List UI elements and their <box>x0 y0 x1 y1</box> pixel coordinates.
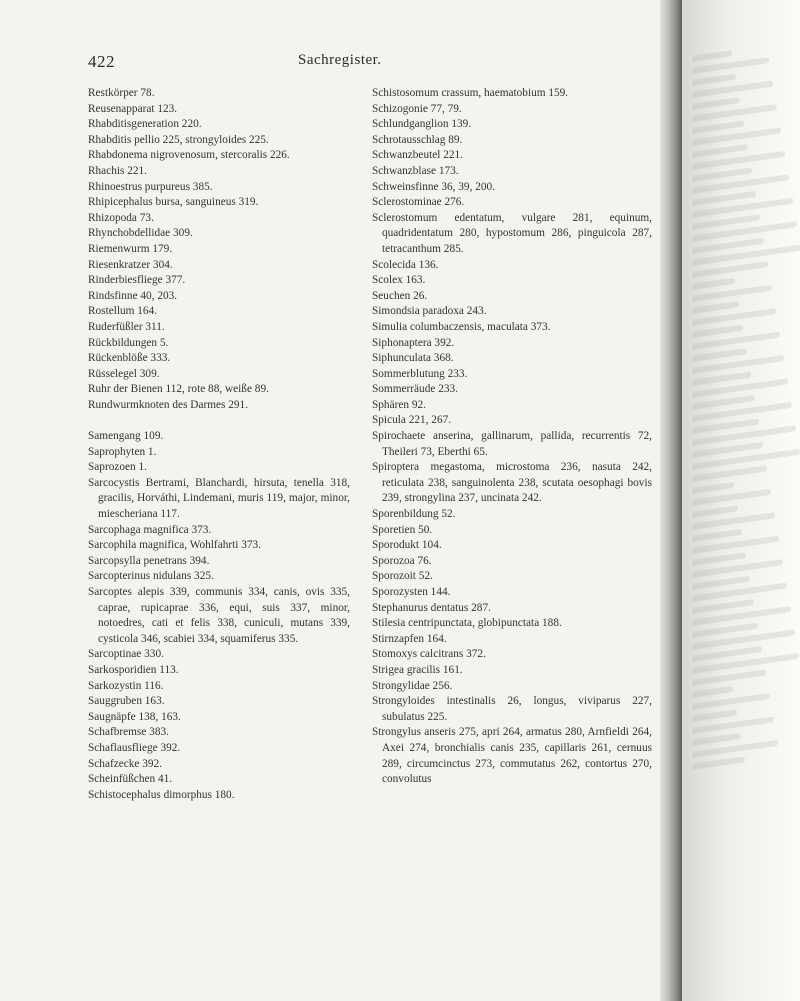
index-entry: Sarkozystin 116. <box>88 679 164 692</box>
bleed-line <box>692 733 741 746</box>
index-entry: Spirochaete anserina, gallinarum, pallida, recurrentis 72, Theileri 73, Eberthi 65. <box>372 430 652 458</box>
index-entry: Sporozoit 52. <box>372 570 433 583</box>
index-entry: Samengang 109. <box>88 430 164 443</box>
index-entry: Strongylidae 256. <box>372 679 453 692</box>
bleed-line <box>692 482 734 494</box>
index-entry: Rostellum 164. <box>88 305 158 318</box>
index-entry: Seuchen 26. <box>372 289 428 302</box>
page-header <box>88 52 658 74</box>
bleed-line <box>692 529 742 542</box>
index-entry: Schrotausschlag 89. <box>372 133 463 146</box>
index-entry: Rhabditis pellio 225, strongyloides 225. <box>88 133 269 146</box>
index-entry: Schwanzblase 173. <box>372 164 459 177</box>
index-entry: Rhynchobdellidae 309. <box>88 227 193 240</box>
index-entry: Sarcopterinus nidulans 325. <box>88 570 214 583</box>
index-entry: Sporozysten 144. <box>372 586 451 598</box>
book-spine-shadow <box>660 0 682 1001</box>
index-entry: Sporenbildung 52. <box>372 508 456 521</box>
index-entry: Schaflausfliege 392. <box>88 741 181 754</box>
running-title: Sachregister. <box>298 52 382 68</box>
index-entry: Sclerostominae 276. <box>372 196 465 209</box>
page-number: 422 <box>88 52 115 71</box>
index-entry: Rhabditisgeneration 220. <box>88 118 202 131</box>
index-entry: Ruderfüßler 311. <box>88 320 165 333</box>
bleed-line <box>692 144 748 158</box>
index-entry: Riemenwurm 179. <box>88 242 173 255</box>
bleed-line <box>692 121 744 134</box>
bleed-line <box>692 710 737 722</box>
index-entry: Schistocephalus dimorphus 180. <box>88 788 235 801</box>
index-entry: Stilesia centripunctata, globipunctata 188. <box>372 617 562 630</box>
index-entry: Sporodukt 104. <box>372 539 442 552</box>
index-entry: Rhinoestrus purpureus 385. <box>88 180 213 193</box>
index-entry: Strongyloides intestinalis 26, longus, viviparus 227, subulatus 225. <box>372 695 652 723</box>
index-entry: Sclerostomum edentatum, vulgare 281, equinum, quadridentatum 280, hypostomum 286, pinguicola 287, tetracanthum 285. <box>372 211 652 255</box>
index-entry: Spiroptera megastoma, microstoma 236, nasuta 242, reticulata 238, sanguinolenta 238, scutata oesophagi bovis 239, strongylina 237, uncinata 242. <box>372 461 652 505</box>
index-entry: Simondsia paradoxa 243. <box>372 305 487 318</box>
index-entry: Siphunculata 368. <box>372 352 454 365</box>
bleed-line <box>692 97 740 110</box>
index-entry: Reusenapparat 123. <box>88 102 178 115</box>
index-column-left <box>88 86 350 803</box>
index-entry: Siphonaptera 392. <box>372 336 455 349</box>
index-entry: Sporetien 50. <box>372 523 433 536</box>
bleed-line <box>692 278 735 290</box>
index-entry: Sarcophaga magnifica 373. <box>88 523 212 536</box>
index-entry: Schafbremse 383. <box>88 726 169 739</box>
index-entry: Schwanzbeutel 221. <box>372 149 463 162</box>
index-entry: Sarcoptes alepis 339, communis 334, canis, ovis 335, caprae, rupicaprae 336, equi, suis 337, minor, notoedres, cati et felis 338, cuniculi, mutans 339, cysticola 346, scabiei 334, squamiferus 335. <box>88 586 350 645</box>
index-entry: Sommerräude 233. <box>372 383 458 396</box>
bleed-line <box>692 301 739 314</box>
index-entry: Saugnäpfe 138, 163. <box>88 710 181 723</box>
index-entry: Schlundganglion 139. <box>372 118 472 131</box>
bleed-line <box>692 505 738 517</box>
index-entry: Strigea gracilis 161. <box>372 663 463 676</box>
index-entry: Sarkosporidien 113. <box>88 663 179 676</box>
index-entry: Schweinsfinne 36, 39, 200. <box>372 180 495 193</box>
index-entry: Simulia columbaczensis, maculata 373. <box>372 320 551 333</box>
index-entry: Scolex 163. <box>372 274 426 287</box>
index-entry: Rhipicephalus bursa, sanguineus 319. <box>88 196 259 209</box>
index-entry: Restkörper 78. <box>88 87 155 99</box>
index-entry: Sauggruben 163. <box>88 695 165 708</box>
index-entry: Strongylus anseris 275, apri 264, armatus 280, Arnfieldi 264, Axei 274, bronchialis canis 235, capillaris 261, cernuus 289, circumcinctus 273, commutatus 262, contortus 270, convolutus <box>372 726 652 786</box>
index-entry: Rückbildungen 5. <box>88 336 169 349</box>
index-entry: Rhizopoda 73. <box>88 211 154 224</box>
index-entry: Rundwurmknoten des Darmes 291. <box>88 398 249 411</box>
bleed-line <box>692 756 745 769</box>
index-entry: Rindsfinne 40, 203. <box>88 289 178 302</box>
index-entry: Rinderbiesfliege 377. <box>88 274 186 287</box>
index-entry: Sarcocystis Bertrami, Blanchardi, hirsuta, tenella 318, gracilis, Horváthi, Lindemani, muris 119, major, minor, miescheriana 117. <box>88 476 350 521</box>
index-entry: Schistosomum crassum, haematobium 159. <box>372 87 569 99</box>
bleed-line <box>692 686 733 698</box>
index-entry: Stirnzapfen 164. <box>372 632 447 645</box>
index-entry: Sarcopsylla penetrans 394. <box>88 554 210 567</box>
index-entry: Scolecida 136. <box>372 258 439 271</box>
facing-page-bleed-lines <box>692 30 800 776</box>
index-column-right <box>372 86 652 788</box>
index-entry: Scheinfüßchen 41. <box>88 773 173 786</box>
index-entry: Sommerblutung 233. <box>372 367 468 380</box>
index-entry: Schizogonie 77, 79. <box>372 102 462 115</box>
bleed-line <box>692 576 750 590</box>
index-entry: Rückenblöße 333. <box>88 352 171 365</box>
index-entry: Saprophyten 1. <box>88 445 157 458</box>
index-entry: Schafzecke 392. <box>88 757 163 770</box>
index-entry: Stephanurus dentatus 287. <box>372 601 491 614</box>
index-entry: Stomoxys calcitrans 372. <box>372 648 486 661</box>
bleed-line <box>692 50 732 62</box>
index-entry: Rüsselegel 309. <box>88 367 160 380</box>
bleed-line <box>692 552 746 566</box>
facing-page-edge <box>682 0 800 1001</box>
bleed-line <box>692 325 743 338</box>
index-entry: Rhachis 221. <box>88 164 147 177</box>
section-gap <box>88 413 350 429</box>
index-entry: Ruhr der Bienen 112, rote 88, weiße 89. <box>88 383 269 396</box>
index-entry: Sarcophila magnifica, Wohlfahrti 373. <box>88 539 261 552</box>
index-entry: Sphären 92. <box>372 398 426 411</box>
index-entry: Saprozoen 1. <box>88 461 147 474</box>
bleed-line <box>692 74 736 86</box>
index-entry: Sporozoa 76. <box>372 554 432 567</box>
index-entry: Riesenkratzer 304. <box>88 258 173 271</box>
index-entry: Spicula 221, 267. <box>372 414 452 427</box>
index-entry: Sarcoptinae 330. <box>88 648 164 661</box>
bleed-line <box>692 348 747 362</box>
index-entry: Rhabdonema nigrovenosum, stercoralis 226. <box>88 149 290 162</box>
